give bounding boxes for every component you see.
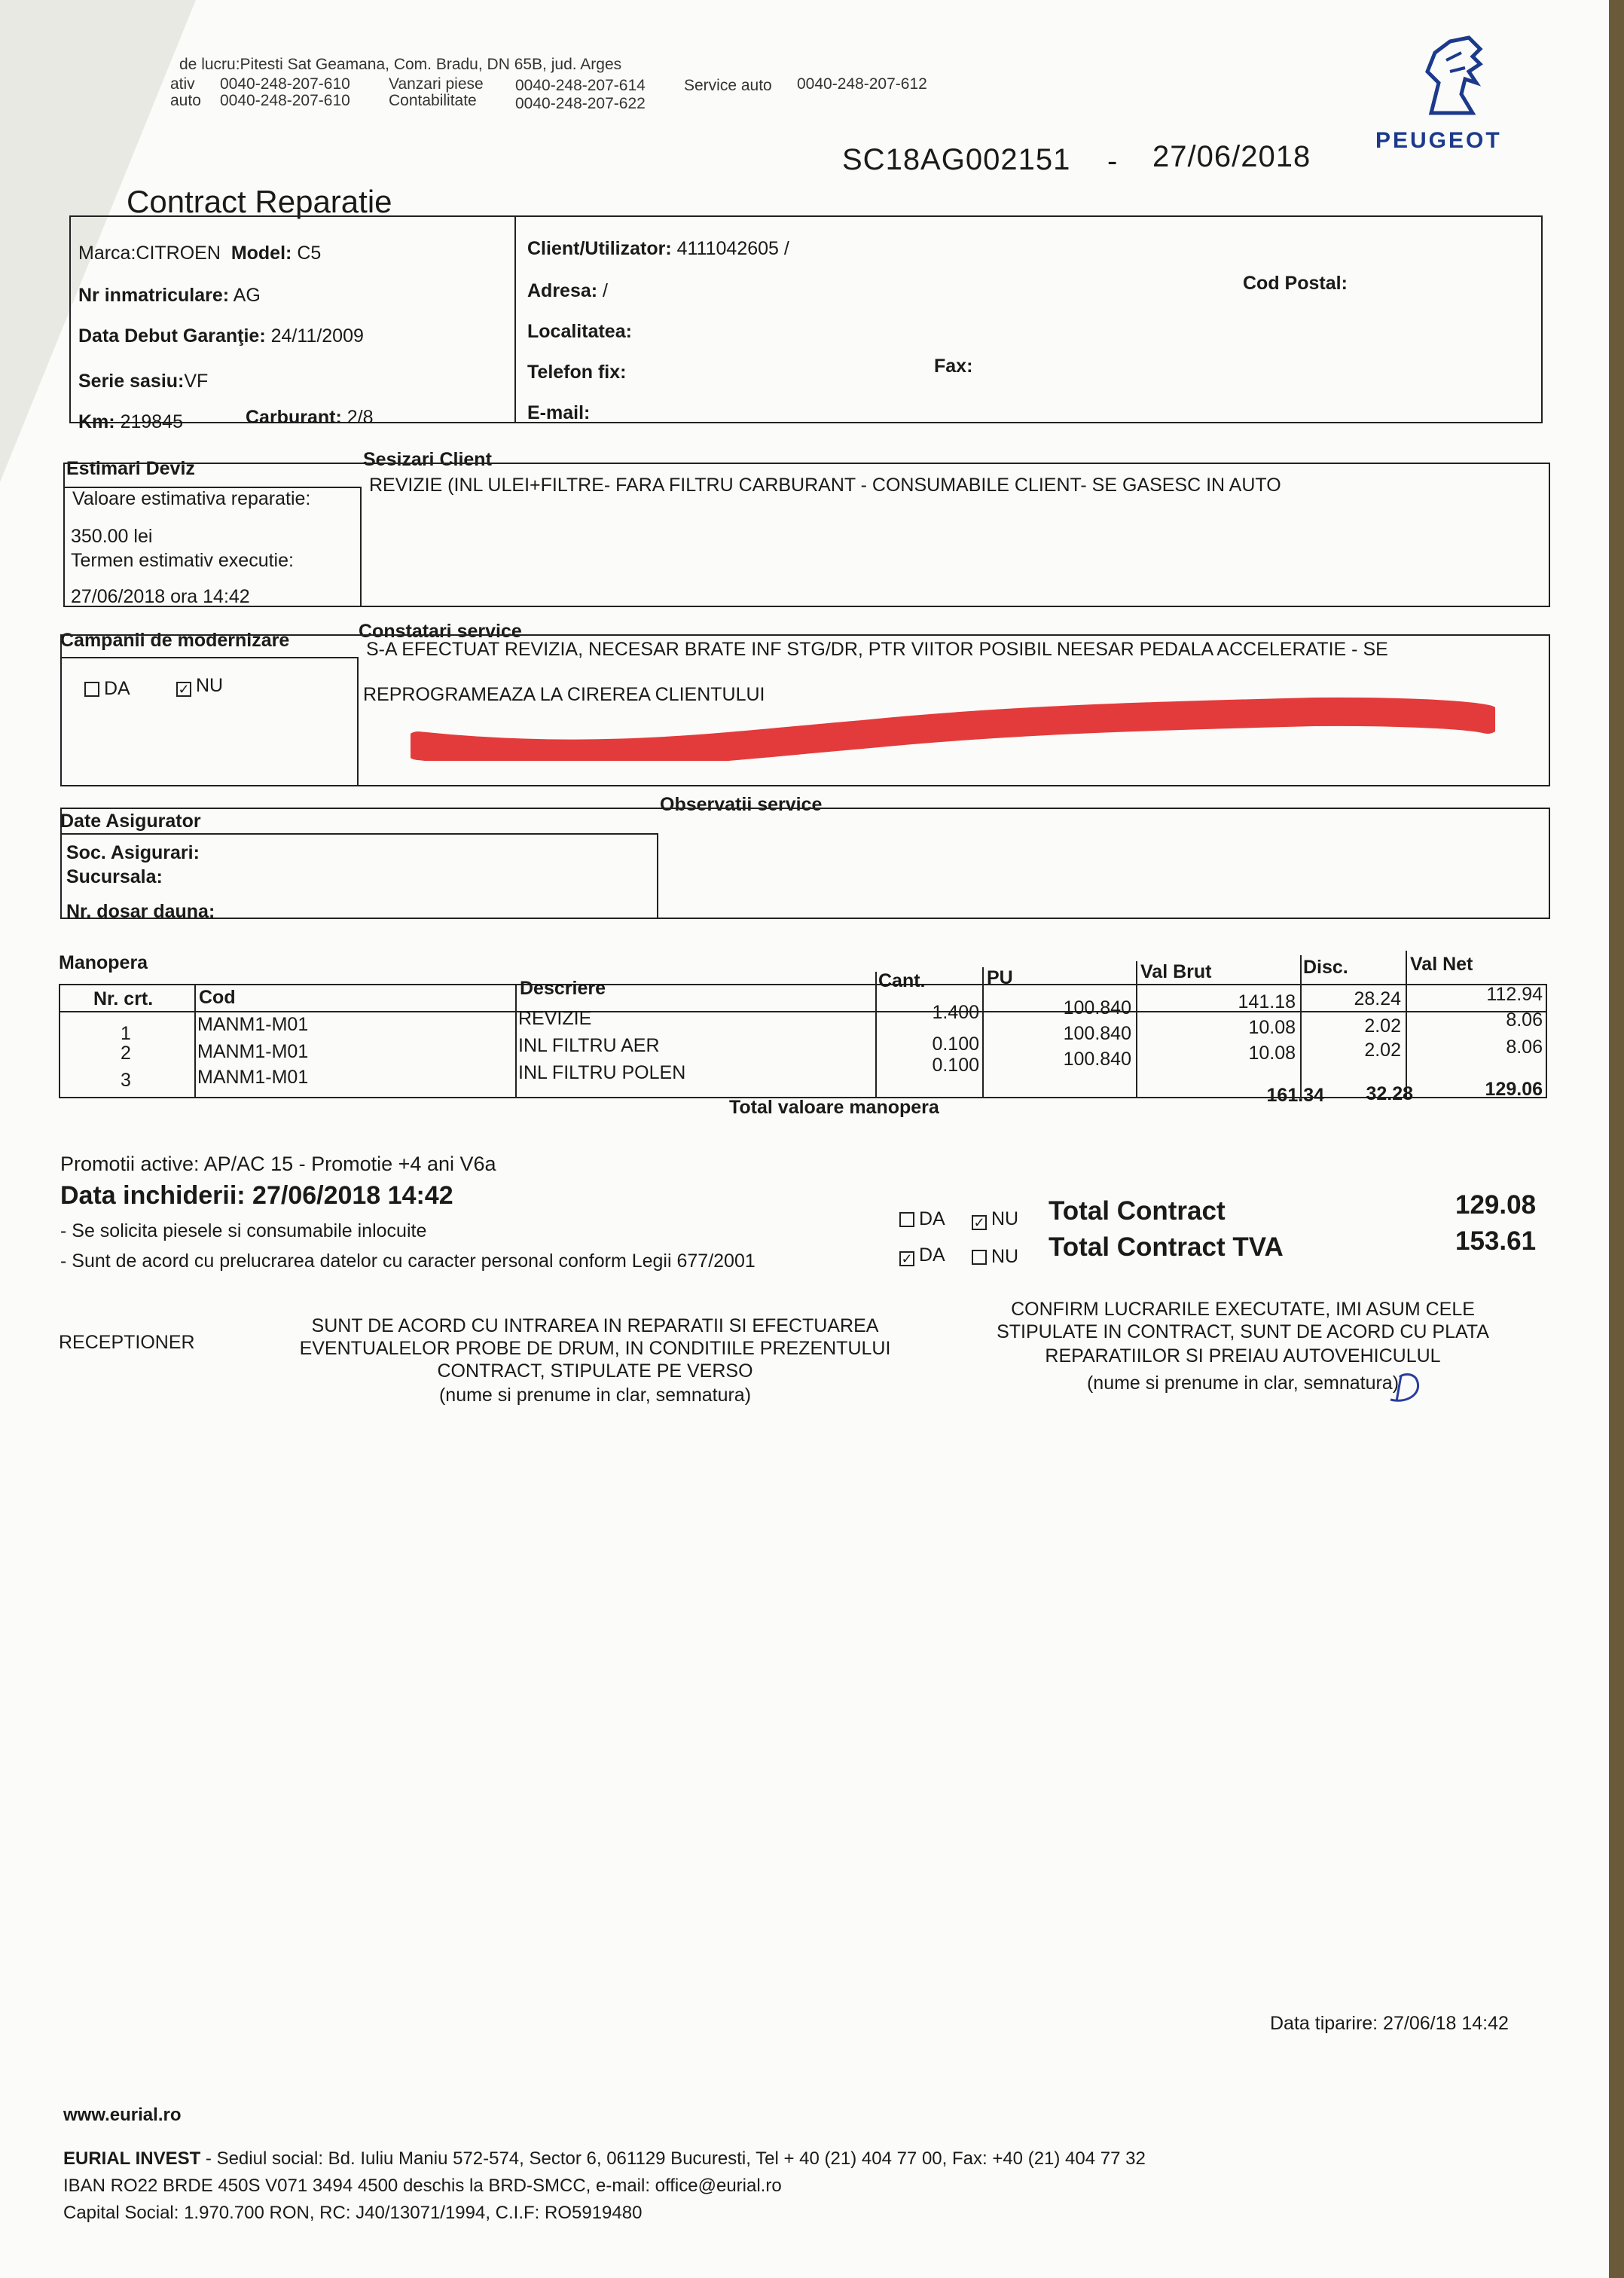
labor-total-brut: 161.34 (1266, 1085, 1324, 1106)
gdpr-da-option[interactable]: ✓ DA (899, 1244, 945, 1266)
parts-request-line: - Se solicita piesele si consumabile inlocuite (60, 1220, 427, 1241)
row-cod: MANM1-M01 (197, 1041, 309, 1062)
footer-line-1: EURIAL INVEST - Sediul social: Bd. Iuliu Maniu 572-574, Sector 6, 061129 Bucuresti, Tel + 40 (21) 404 77 00, Fax: +40 (21) 404 77 32 (63, 2148, 1146, 2169)
col-val-brut: Val Brut (1140, 961, 1212, 982)
col-cant: Cant. (878, 970, 926, 991)
consent-signature-hint: (nume si prenume in clar, semnatura) (438, 1385, 752, 1406)
col-cod: Cod (199, 987, 236, 1008)
labor-col-line-4 (982, 967, 984, 1098)
confirm-text-1: CONFIRM LUCRARILE EXECUTATE, IMI ASUM CELE (1011, 1299, 1475, 1320)
total-contract-label: Total Contract (1049, 1196, 1226, 1226)
brand-name: PEUGEOT (1375, 128, 1502, 153)
labor-header-line (59, 1011, 1547, 1012)
accounting-label: Contabilitate (389, 92, 477, 109)
footer-line-2: IBAN RO22 BRDE 450S V071 3494 4500 deschis la BRD-SMCC, e-mail: office@eurial.ro (63, 2176, 782, 2196)
row-nr: 1 (121, 1023, 131, 1044)
labor-col-line-7 (1406, 951, 1407, 1098)
footer-line-3: Capital Social: 1.970.700 RON, RC: J40/13071/1994, C.I.F: RO5919480 (63, 2203, 643, 2223)
row-net: 8.06 (1506, 1037, 1543, 1058)
labor-section-title: Manopera (59, 952, 148, 973)
total-contract-value: 129.08 (1455, 1190, 1537, 1220)
labor-total-label: Total valoare manopera (729, 1097, 939, 1118)
confirm-text-2: STIPULATE IN CONTRACT, SUNT DE ACORD CU PLATA (997, 1321, 1489, 1342)
parts-da-option[interactable]: DA (899, 1208, 945, 1230)
document-number: SC18AG002151 (842, 143, 1071, 176)
gdpr-nu-checkbox[interactable] (972, 1250, 987, 1265)
service-label: Service auto (684, 77, 772, 94)
marca-field: Marca:CITROEN Model: C5 (78, 243, 322, 264)
active-promotions: Promotii active: AP/AC 15 - Promotie +4 ani V6a (60, 1153, 496, 1175)
col-disc: Disc. (1303, 957, 1348, 978)
insurer-section-title: Date Asigurator (60, 811, 201, 832)
client-field: Client/Utilizator: 4111042605 / (527, 238, 789, 259)
red-redaction-scribble (411, 693, 1495, 761)
gdpr-consent-line: - Sunt de acord cu prelucrarea datelor cu caracter personal conform Legii 677/2001 (60, 1250, 756, 1272)
phone-row1: 0040-248-207-610 (220, 75, 350, 93)
consent-text-1: SUNT DE ACORD CU INTRAREA IN REPARATII SI EFECTUAREA (311, 1315, 879, 1336)
campaign-nu-option[interactable]: ✓ NU (176, 675, 223, 697)
parts-da-checkbox[interactable] (899, 1212, 914, 1227)
labor-col-line-5 (1136, 961, 1137, 1098)
labor-col-line-1 (194, 984, 196, 1098)
warranty-field: Data Debut Garanţie: 24/11/2009 (78, 325, 364, 347)
service-phone: 0040-248-207-612 (797, 75, 927, 93)
complaints-section-title: Sesizari Client (363, 449, 492, 470)
peugeot-lion-logo (1409, 30, 1499, 121)
row-brut: 10.08 (1248, 1043, 1296, 1064)
phone-label: Telefon fix: (527, 362, 627, 383)
row-cant: 0.100 (932, 1034, 979, 1055)
gdpr-nu-option[interactable]: NU (972, 1246, 1018, 1268)
fuel-field: Carburant: 2/8 (246, 407, 374, 428)
parts-nu-checkbox[interactable]: ✓ (972, 1215, 987, 1230)
phone-row1-label: ativ (170, 75, 195, 93)
confirm-signature-hint: (nume si prenume in clar, semnatura) (1086, 1373, 1400, 1394)
row-pu: 100.840 (1063, 997, 1131, 1018)
phone-row2: 0040-248-207-610 (220, 92, 350, 109)
labor-total-disc: 32.28 (1366, 1083, 1413, 1104)
insurer-divider (657, 833, 658, 919)
plate-field: Nr inmatriculare: AG (78, 285, 261, 306)
campaign-da-option[interactable]: DA (84, 678, 130, 700)
estimates-divider (360, 487, 362, 607)
page-title: Contract Reparatie (127, 184, 392, 219)
insurer-header-line (60, 833, 658, 835)
estimates-section-title: Estimari Deviz (66, 458, 195, 479)
insurer-observations-box (60, 808, 1550, 919)
row-cant: 0.100 (932, 1055, 979, 1076)
findings-section-title: Constatari service (359, 621, 522, 642)
row-cod: MANM1-M01 (197, 1067, 309, 1088)
row-cod: MANM1-M01 (197, 1014, 309, 1035)
row-disc: 28.24 (1354, 988, 1401, 1009)
row-disc: 2.02 (1364, 1040, 1401, 1061)
vehicle-client-divider (514, 215, 516, 423)
vin-field: Serie sasiu:VF (78, 371, 209, 392)
campaign-da-checkbox[interactable] (84, 682, 99, 697)
row-cant: 1.400 (932, 1002, 979, 1023)
sales-phone: 0040-248-207-614 (515, 77, 646, 94)
insurer-file-label: Nr. dosar dauna: (66, 901, 215, 922)
print-date: Data tiparire: 27/06/18 14:42 (1270, 2013, 1509, 2034)
address-field: Adresa: / (527, 280, 608, 301)
labor-total-net: 129.06 (1485, 1079, 1543, 1100)
row-net: 112.94 (1486, 984, 1543, 1005)
document-date: 27/06/2018 (1152, 140, 1311, 173)
row-nr: 3 (121, 1070, 131, 1091)
campaigns-section-title: Campanii de modernizare (60, 630, 290, 651)
consent-text-2: EVENTUALELOR PROBE DE DRUM, IN CONDITIILE PREZENTULUI (299, 1338, 891, 1359)
col-descriere: Descriere (520, 978, 606, 999)
row-net: 8.06 (1506, 1009, 1543, 1031)
row-desc: INL FILTRU POLEN (518, 1062, 686, 1083)
labor-col-line-6 (1300, 955, 1302, 1098)
footer-website[interactable]: www.eurial.ro (63, 2105, 182, 2125)
consent-text-3: CONTRACT, STIPULATE PE VERSO (437, 1360, 753, 1382)
campaigns-header-line (60, 657, 359, 658)
findings-line-1: S-A EFECTUAT REVIZIA, NECESAR BRATE INF STG/DR, PTR VIITOR POSIBIL NEESAR PEDALA ACCELERATIE - SE (366, 639, 1388, 660)
findings-line-2: REPROGRAMEAZA LA CIREREA CLIENTULUI (363, 684, 765, 705)
client-signature-mark (1386, 1370, 1431, 1407)
city-label: Localitatea: (527, 321, 632, 342)
close-date: Data inchiderii: 27/06/2018 14:42 (60, 1181, 453, 1210)
col-val-net: Val Net (1410, 954, 1473, 975)
estimate-term: 27/06/2018 ora 14:42 (71, 586, 250, 607)
sales-label: Vanzari piese (389, 75, 484, 93)
email-label: E-mail: (527, 402, 591, 423)
accounting-phone: 0040-248-207-622 (515, 95, 646, 112)
confirm-text-3: REPARATIILOR SI PREIAU AUTOVEHICULUL (1045, 1345, 1441, 1366)
row-desc: REVIZIE (518, 1008, 592, 1029)
insurer-company-label: Soc. Asigurari: (66, 842, 200, 863)
labor-col-line-2 (515, 984, 517, 1098)
workplace-address: de lucru:Pitesti Sat Geamana, Com. Bradu, DN 65B, jud. Arges (179, 56, 622, 73)
labor-col-line-3 (875, 972, 877, 1098)
row-pu: 100.840 (1063, 1023, 1131, 1044)
header-separator: - (1107, 145, 1119, 178)
row-brut: 10.08 (1248, 1017, 1296, 1038)
total-tva-value: 153.61 (1455, 1226, 1537, 1256)
phone-row2-label: auto (170, 92, 201, 109)
estimate-value: 350.00 lei (71, 526, 153, 547)
col-nr: Nr. crt. (93, 988, 154, 1009)
complaints-text: REVIZIE (INL ULEI+FILTRE- FARA FILTRU CARBURANT - CONSUMABILE CLIENT- SE GASESC IN AUTO (369, 475, 1281, 496)
row-brut: 141.18 (1238, 991, 1296, 1012)
row-disc: 2.02 (1364, 1015, 1401, 1037)
fax-label: Fax: (934, 356, 973, 377)
estimate-term-label: Termen estimativ executie: (71, 550, 294, 571)
row-nr: 2 (121, 1043, 131, 1064)
gdpr-da-checkbox[interactable]: ✓ (899, 1251, 914, 1266)
receptioner-label: RECEPTIONER (59, 1332, 195, 1353)
col-pu: PU (987, 967, 1013, 988)
observations-section-title: Observatii service (660, 794, 823, 815)
parts-nu-option[interactable]: ✓ NU (972, 1208, 1018, 1230)
campaign-nu-checkbox[interactable]: ✓ (176, 682, 191, 697)
estimate-value-label: Valoare estimativa reparatie: (72, 488, 311, 509)
insurer-branch-label: Sucursala: (66, 866, 163, 887)
total-tva-label: Total Contract TVA (1049, 1232, 1284, 1262)
row-pu: 100.840 (1063, 1049, 1131, 1070)
km-field: Km: 219845 (78, 411, 183, 432)
campaigns-divider (357, 657, 359, 786)
postal-label: Cod Postal: (1243, 273, 1348, 294)
row-desc: INL FILTRU AER (518, 1035, 660, 1056)
